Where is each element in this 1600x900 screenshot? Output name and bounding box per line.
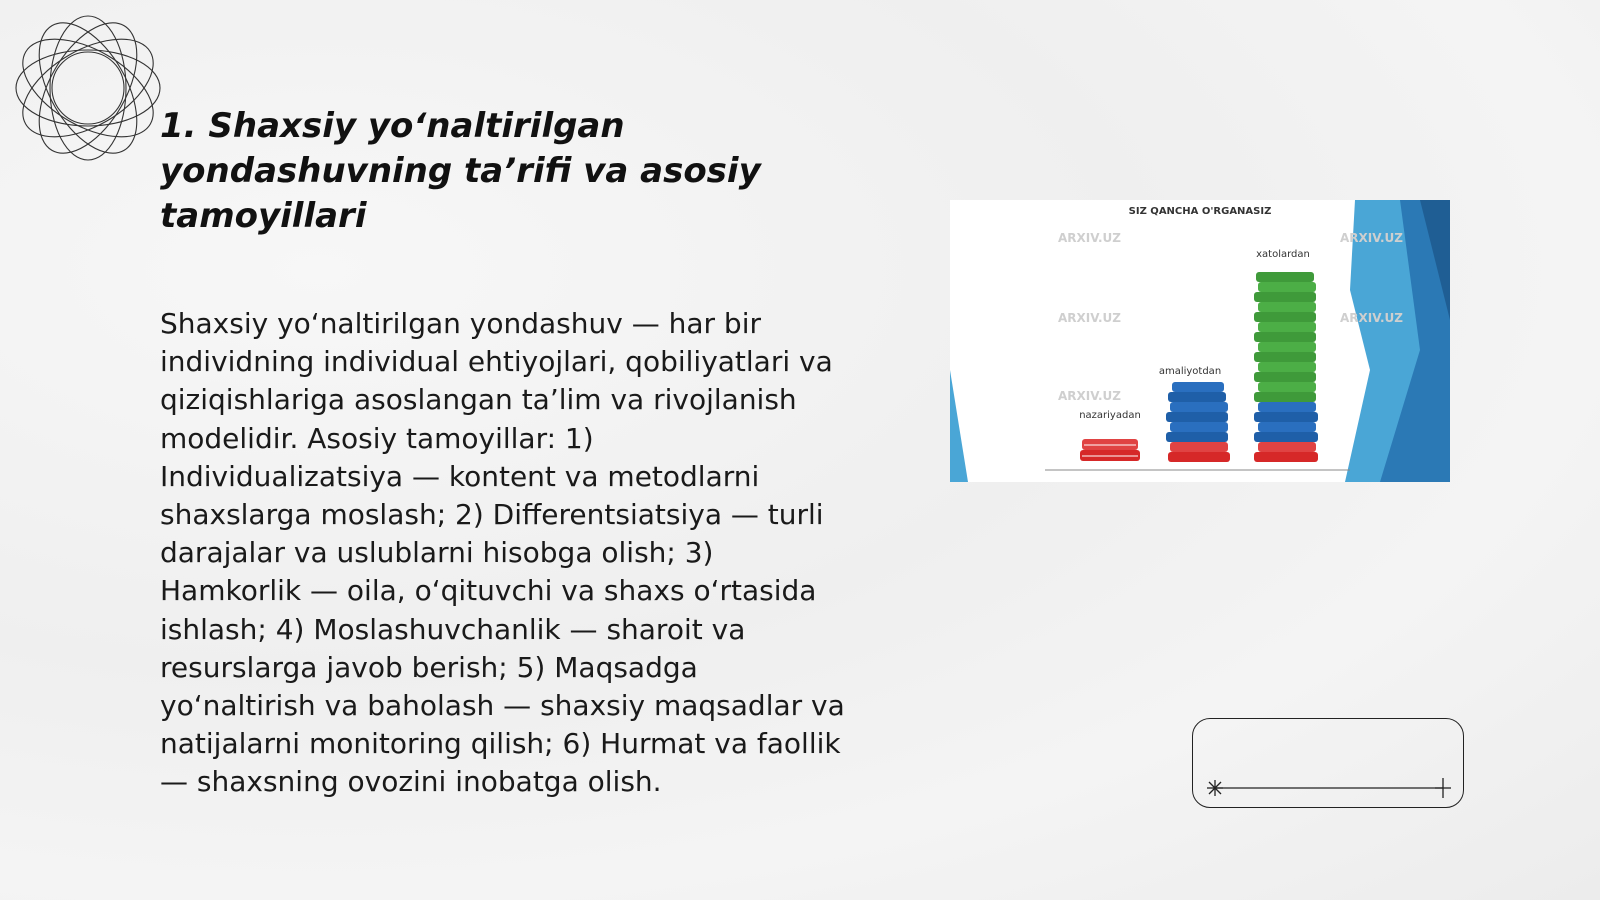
slide-body-text: Shaxsiy yo‘naltirilgan yondashuv — har bir individning individual ehtiyojlari, qobiliyatlari va qiziqishlariga asoslangan ta’lim va rivojlanish modelidir. Asosiy tamoyillar: 1) Individualizatsiya — kontent va metodlarni shaxslarga moslash; 2) Differentsiatsiya — turli darajalar va uslublarni hisobga olish; 3) Hamkorlik — oila, o‘qituvchi va shaxs o‘rtasida ishlash; 4) Moslashuvchanlik — sharoit va resurslarga javob berish; 5) Maqsadga yo‘naltirish va baholash — shaxsiy maqsadlar va natijalarni monitoring qilish; 6) Hurmat va faollik — shaxsning ovozini inobatga olish. (160, 307, 845, 799)
watermark: ARXIV.UZ (1340, 311, 1403, 325)
interlocking-circles-icon (8, 8, 168, 168)
cross-icon (1435, 778, 1451, 798)
book-label-mistakes: xatolardan (1256, 249, 1310, 260)
watermark: ARXIV.UZ (1058, 389, 1121, 403)
slide-title: 1. Shaxsiy yo‘naltirilgan yondashuvning ta’rifi va asosiy tamoyillari (160, 106, 761, 236)
watermark: ARXIV.UZ (1058, 231, 1121, 245)
book-stack-green (1254, 272, 1318, 462)
watermark: ARXIV.UZ (1058, 311, 1121, 325)
starburst-icon (1207, 780, 1223, 796)
picture-heading: SIZ QANCHA O'RGANASIZ (1128, 206, 1272, 217)
watermark: ARXIV.UZ (1340, 231, 1403, 245)
book-stack-red (1080, 439, 1140, 461)
decorative-slider-box (1192, 718, 1464, 808)
book-label-theory: nazariyadan (1079, 410, 1141, 421)
books-stack-image (950, 200, 1450, 482)
book-stack-blue (1166, 382, 1230, 462)
book-label-practice: amaliyotdan (1158, 366, 1222, 377)
